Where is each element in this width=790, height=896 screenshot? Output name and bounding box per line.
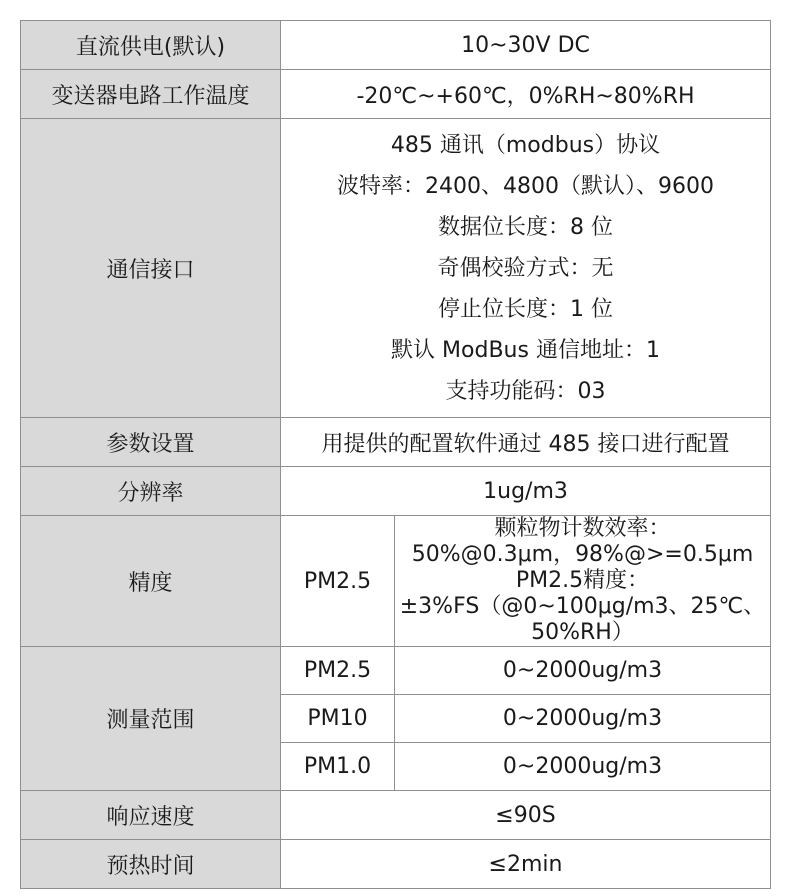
preheat-label: 预热时间 — [21, 840, 281, 889]
range-sub-label: PM2.5 — [281, 647, 395, 695]
accuracy-label: 精度 — [21, 516, 281, 647]
env-label: 变送器电路工作温度 — [21, 70, 281, 119]
comm-stop-bits: 停止位长度：1 位 — [438, 296, 613, 322]
comm-function-code: 支持功能码：03 — [445, 378, 606, 404]
spec-table — [20, 20, 771, 889]
comm-address: 默认 ModBus 通信地址：1 — [391, 337, 660, 363]
table-row — [21, 791, 771, 840]
range-sub-label: PM10 — [281, 695, 395, 743]
config-label: 参数设置 — [21, 418, 281, 467]
resolution-value: 1ug/m3 — [281, 467, 771, 516]
table-row — [21, 119, 771, 418]
table-row — [21, 467, 771, 516]
resolution-label: 分辨率 — [21, 467, 281, 516]
accuracy-line: 50%@0.3μm，98%@>=0.5μm — [411, 542, 754, 567]
preheat-value: ≤2min — [281, 840, 771, 889]
comm-label: 通信接口 — [21, 119, 281, 418]
range-value: 0~2000ug/m3 — [395, 695, 771, 743]
response-label: 响应速度 — [21, 791, 281, 840]
accuracy-sub-label: PM2.5 — [281, 516, 395, 647]
response-value: ≤90S — [281, 791, 771, 840]
config-value: 用提供的配置软件通过 485 接口进行配置 — [281, 418, 771, 467]
comm-parity: 奇偶校验方式：无 — [437, 255, 614, 281]
power-label: 直流供电(默认) — [21, 21, 281, 70]
accuracy-line: ±3%FS（@0~100μg/m3、25℃、50%RH） — [399, 594, 766, 645]
accuracy-line: 颗粒物计数效率： — [494, 516, 671, 541]
table-row — [21, 840, 771, 889]
accuracy-value — [395, 516, 771, 647]
range-sub-label: PM1.0 — [281, 743, 395, 791]
env-value: -20℃~+60℃，0%RH~80%RH — [281, 70, 771, 119]
comm-data-bits: 数据位长度：8 位 — [438, 214, 613, 240]
comm-baud-rate: 波特率：2400、4800（默认）、9600 — [337, 173, 714, 199]
power-value: 10~30V DC — [281, 21, 771, 70]
comm-value — [281, 119, 771, 418]
table-row — [21, 21, 771, 70]
comm-protocol: 485 通讯（modbus）协议 — [390, 132, 661, 158]
table-row — [21, 647, 771, 695]
table-row — [21, 70, 771, 119]
range-label: 测量范围 — [21, 647, 281, 791]
range-value: 0~2000ug/m3 — [395, 743, 771, 791]
range-value: 0~2000ug/m3 — [395, 647, 771, 695]
accuracy-line: PM2.5精度： — [515, 568, 650, 593]
table-row — [21, 418, 771, 467]
table-row — [21, 516, 771, 647]
